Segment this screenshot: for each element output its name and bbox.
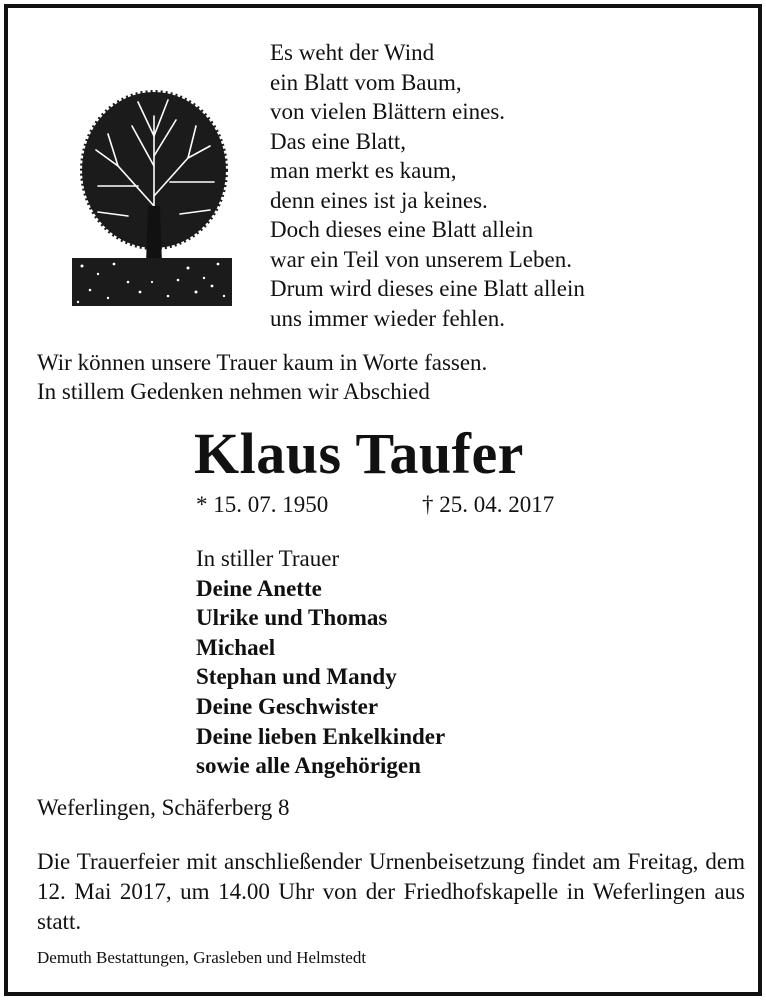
ceremony-text: Die Trauerfeier mit anschließender Urnenbeisetzung findet am Freitag, dem 12. Mai 2017, um 14.00 Uhr von der Friedhofskapelle in Weferlingen aus statt. bbox=[37, 849, 745, 934]
poem-line: Doch dieses eine Blatt allein bbox=[270, 217, 534, 242]
mourner-name: Deine lieben Enkelkinder bbox=[196, 723, 446, 749]
poem-line: Es weht der Wind bbox=[270, 40, 435, 65]
poem-line: man merkt es kaum, bbox=[270, 158, 457, 183]
death-date: † 25. 04. 2017 bbox=[422, 492, 555, 517]
mourners-heading: In stiller Trauer bbox=[196, 546, 340, 571]
birth-date: * 15. 07. 1950 bbox=[196, 492, 329, 517]
poem bbox=[270, 38, 585, 333]
deceased-name: Klaus Taufer bbox=[194, 421, 524, 486]
mourner-name: sowie alle Angehörigen bbox=[196, 753, 421, 779]
tree-icon bbox=[68, 86, 236, 308]
mourner-name: Deine Geschwister bbox=[196, 693, 379, 719]
poem-line: Drum wird dieses eine Blatt allein bbox=[270, 276, 585, 301]
poem-line: ein Blatt vom Baum, bbox=[270, 69, 462, 95]
address: Weferlingen, Schäferberg 8 bbox=[37, 795, 290, 820]
poem-line: war ein Teil von unserem Leben. bbox=[270, 246, 572, 272]
poem-line: uns immer wieder fehlen. bbox=[270, 305, 506, 331]
mourner-name: Stephan und Mandy bbox=[196, 664, 397, 690]
funeral-home: Demuth Bestattungen, Grasleben und Helmstedt bbox=[37, 948, 367, 967]
intro-text bbox=[37, 348, 487, 406]
poem-line: denn eines ist ja keines. bbox=[270, 187, 488, 213]
mourners-list bbox=[196, 544, 445, 781]
mourner-name: Ulrike und Thomas bbox=[196, 605, 388, 631]
intro-line-2: In stillem Gedenken nehmen wir Abschied bbox=[37, 379, 430, 404]
obituary-notice bbox=[4, 4, 762, 996]
poem-line: von vielen Blättern eines. bbox=[270, 99, 506, 124]
mourner-name: Deine Anette bbox=[196, 575, 322, 601]
mourner-name: Michael bbox=[196, 634, 276, 660]
poem-line: Das eine Blatt, bbox=[270, 128, 407, 154]
intro-line-1: Wir können unsere Trauer kaum in Worte fassen. bbox=[37, 350, 488, 375]
